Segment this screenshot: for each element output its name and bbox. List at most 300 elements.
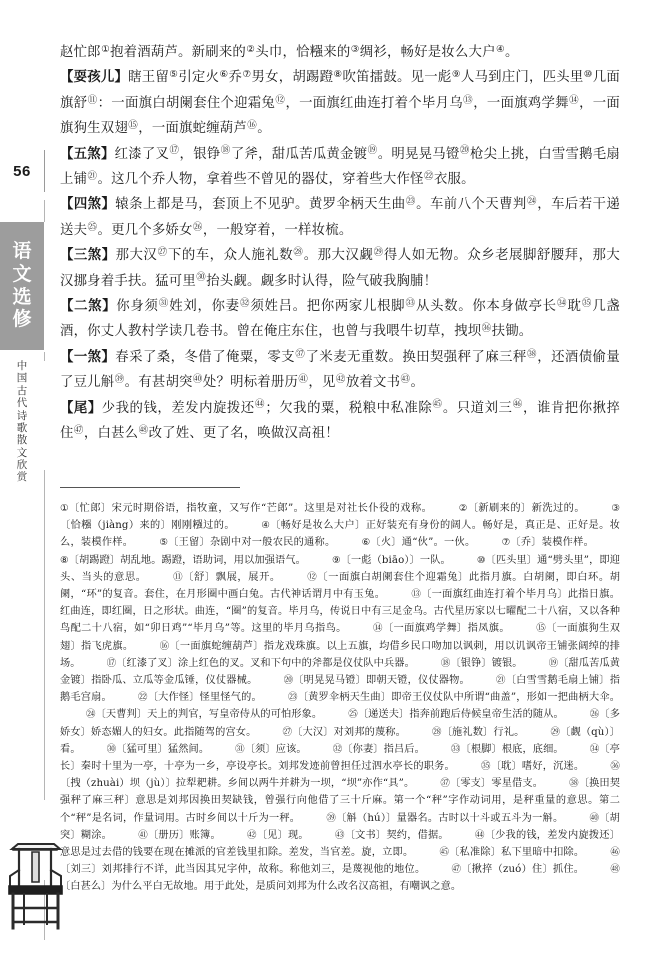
footnote-index: ㊹ [474,829,485,841]
footnote-marker: ㉖ [192,221,203,233]
footnote-headword: 〔胡踢蹬〕 [68,554,121,566]
footnote-gap [425,741,451,758]
verse-text: 那大汉$^㉗$下的车，众人施礼数$^㉘$。那大汉觑$^㉙$得人如无物。众乡老展脚舒腰拜，那大汉挪身着手扶。猛可里$^㉚$抬头觑。觑多时认得，险气破我胸脯！ [60,246,620,289]
verse-text: 红漆了叉⑰，银铮⑱了斧，甜瓜苦瓜黄金镀⑲。明晃晃马镫⑳枪尖上挑，白雪雪鹅毛扇上铺$^㉑$。这几个乔人物，拿着些不曾见的器仗，穿着些大作怪$^㉒$衣服。 [60,145,621,188]
verse-paragraph [60,192,620,243]
footnote-entry [326,813,563,824]
footnote-gloss: 看。 [60,743,81,755]
footnote-gloss: 意思是过去借的钱要在现在摊派的官差钱里扣除。差发，当官差。旋，立即。 [60,847,414,859]
footnote-entry [348,709,564,720]
footnote-headword: 〔递送夫〕 [357,709,410,721]
footnote-marker: ㊷ [335,374,346,386]
series-subtitle-char: 代 [16,397,28,410]
footnote-gloss: 抓住。 [552,864,585,876]
footnote-index: ㉗ [282,726,293,738]
footnote-entry [361,537,475,548]
footnote-headword: 〔白甚么〕 [60,881,112,893]
footnote-index: ㊳ [569,778,579,790]
footnote-marker: ⑳ [459,145,470,157]
footnote-headword: 〔一面旗白胡阑套住个迎霜兔〕 [317,571,469,583]
footnote-marker: ㉞ [557,297,568,309]
footnote-entry [283,675,469,686]
series-subtitle-char: 欣 [16,459,28,471]
footnote-gloss: 嗜好，沉迷。 [521,761,585,773]
footnote-headword: 〔亭长〕 [60,743,620,773]
footnote-index: ⑯ [159,640,170,652]
footnote-headword: 〔舒〕 [183,571,216,583]
left-margin-rail [0,0,52,960]
footnote-gap [147,569,173,586]
footnote-headword: 〔一面旗狗生双翅〕 [60,623,620,652]
footnote-headword: 〔见〕 [256,829,288,841]
footnote-headword: 〔须〕 [244,743,276,755]
footnote-marker: ㉓ [405,196,416,208]
footnote-headword: 〔明晃晃马镫〕 [293,675,367,687]
footnote-headword: 〔刘三〕 [60,864,102,876]
series-subtitle-char: 古 [16,384,28,397]
footnote-index: ⑰ [106,657,117,669]
footnote-index: ⑳ [283,675,294,687]
footnote-gap [564,741,590,758]
footnote-index: ㉒ [137,692,148,704]
footnote-marker: ㉟ [581,297,593,309]
footnote-headword: 〔施礼数〕 [441,726,494,738]
footnote-gap [406,724,432,741]
footnote-gap [564,706,590,723]
footnote-gloss: 零星借支。 [491,778,544,790]
footnote-headword: 〔恰糨（jiàng）来的〕 [60,520,172,532]
footnote-index: ㉞ [589,743,600,755]
footnote-gap [133,638,159,655]
rail-divider-top [44,150,45,192]
footnote-gap [306,552,332,569]
verse-text: 瞎王留⑤引定火⑥乔⑦男女，胡踢蹬⑧吹笛擂鼓。见一彪⑨人马到庄门，匹头里⑩几面旗舒⑪：一面旗白胡阑套住个迎霜兔⑫，一面旗红曲连打着个毕月乌⑬，一面旗鸡学舞⑭，一面旗狗生双翅⑮，一面旗蛇缠葫芦⑯。 [60,69,621,137]
qupai-label: 【五煞】 [60,145,115,162]
footnote-gap [523,655,549,672]
footnote-gap [425,861,451,878]
footnote-gap [307,741,333,758]
footnote-gap [415,655,441,672]
rail-line-upper [44,200,45,222]
footnote-entry [335,830,449,841]
footnote-marker: ⑱ [220,145,231,157]
footnote-index: ⑤ [159,537,169,549]
footnote-index: ⑭ [372,623,383,635]
footnote-headword: 〔私准除〕 [449,847,502,859]
footnote-marker: ㊵ [192,374,203,386]
footnote-marker: ③ [350,43,360,55]
footnote-headword: 〔甜瓜苦瓜黄金镀〕 [60,657,621,687]
footnote-gap [262,689,288,706]
footnote-gloss: 正好装充有身份的阔人。畅好是，真正是、正好是。妆么，装模作样。 [60,520,620,549]
verse-paragraph [60,65,620,141]
footnote-marker: ⑤ [169,69,179,81]
footnote-headword: 〔一面旗红曲连打着个毕月乌〕 [421,589,568,601]
footnote-gloss: 指卧瓜、立瓜等金瓜锤，仪仗器械。 [91,675,258,687]
footnote-gloss: 杂剧中对一般农民的通称。 [209,537,336,549]
footnote-entry [458,503,585,514]
footnote-index: ㉕ [348,709,358,721]
footnote-marker: ⑰ [169,145,180,157]
footnote-marker: ㉚ [196,272,206,284]
footnote-index: ㉑ [495,675,506,687]
footnote-index: ⑩ [476,554,486,566]
series-subtitle-char: 散 [16,434,28,447]
footnote-gap [209,741,235,758]
footnote-gap [510,620,536,637]
footnote-marker: ㉘ [293,246,304,258]
series-subtitle-char: 赏 [16,471,28,484]
footnote-marker: ㊶ [298,374,309,386]
qupai-label: 【一煞】 [60,348,116,365]
series-title-char: 选 [12,285,32,308]
footnote-gloss: 猛然间。 [167,743,210,755]
footnote-gap [112,689,138,706]
footnote-marker: ① [101,43,110,55]
footnote-gloss: 即帝王仪仗队中所谓“曲盖”，形如一把曲柄大伞。 [391,692,620,704]
page-number: 56 [13,163,31,180]
footnote-gap [594,534,620,551]
footnote-index: ⑮ [535,623,547,635]
footnote-gap [563,810,589,827]
footnote-headword: 〔白雪雪鹅毛扇上铺〕 [505,675,610,687]
footnote-headword: 〔银铮〕 [450,657,492,669]
footnote-gloss: 应该。 [275,743,307,755]
footnote-entry [439,847,584,858]
footnote-marker: ㉙ [373,246,384,258]
footnote-marker: ㊻ [512,399,523,411]
footnote-headword: 〔猛可里〕 [116,743,168,755]
footnote-index: ㊱ [610,761,620,773]
footnote-gap [585,500,611,517]
footnote-marker: ㊽ [138,424,149,436]
footnote-gloss: 根底，底细。 [501,743,564,755]
footnote-index: ㊵ [589,812,600,824]
footnote-gap [584,844,610,861]
footnote-headword: 〔一面旗鸡学舞〕 [382,623,468,635]
footnote-index: ㊷ [246,829,257,841]
footnote-marker: ㊺ [432,399,443,411]
footnote-headword: 〔文书〕 [344,829,387,841]
footnote-marker: ㉗ [157,246,168,258]
footnote-entry [288,692,620,703]
footnote-index: ㊸ [334,829,345,841]
footnote-gloss: 涂上红色的叉。叉和下句中的斧都是仪仗队中兵器。 [178,657,415,669]
footnote-headword: 〔少我的钱，差发内旋拨还〕 [484,829,620,841]
footnote-index: ㊽ [610,864,620,876]
footnote-headword: 〔拽（zhuài）坝（jù）〕 [60,778,176,790]
footnote-marker: ㉒ [423,170,434,182]
footnote-block [60,500,620,896]
footnote-gloss: 行礼。 [493,726,525,738]
footnote-gap [309,827,335,844]
footnote-marker: ⑲ [367,145,378,157]
rail-line-lower [44,352,45,361]
footnote-gloss: 宋元时期俗语，指牧童，又写作“芒郎”。这里是对社长仆役的戏称。 [111,503,433,514]
footnote-index: ㉙ [550,726,561,738]
footnote-headword: 〔觑（qù）〕 [560,726,621,738]
footnote-gloss: 此指月旗。白胡阑，即白环。胡阑，“环”的复音。套住，在月形圈中画白兔。古代神话谓月中有玉兔。 [60,571,620,601]
footnote-index: ⑧ [60,554,69,566]
footnote-marker: ㊴ [114,374,125,386]
footnote-headword: 〔红漆了叉〕 [116,657,179,669]
footnote-marker: ㉔ [527,196,537,208]
footnote-entry [432,727,524,738]
footnote-marker: ⑧ [333,69,343,81]
verse-text: 辕条上都是马，套顶上不见驴。黄罗伞柄天生曲$^㉓$。车前八个天曹判$^㉔$，车后若干递送夫$^㉕$。更几个多娇女$^㉖$，一般穿着，一样妆梳。 [60,196,620,238]
verse-paragraph [60,243,620,294]
footnote-gap [449,827,475,844]
footnote-headword: 〔多娇女〕 [60,709,621,738]
verse-paragraph [60,40,620,65]
footnote-index: ㊼ [451,864,462,876]
footnote-gap [257,672,283,689]
qupai-label: 【尾】 [60,399,102,416]
footnote-gap [221,827,247,844]
footnote-gloss: 通“伙”。一伙。 [401,537,476,549]
footnote-marker: ⑥ [219,69,229,81]
footnote-headword: 〔耽〕 [490,761,522,773]
footnote-headword: 〔胡突〕 [60,812,620,841]
footnote-index: ⑱ [440,657,451,669]
footnote-gap [584,861,610,878]
footnote-marker: ② [246,43,256,55]
series-subtitle-char: 中 [16,360,28,372]
footnote-entry [481,761,584,772]
footnote-entry [441,658,523,669]
footnote-index: ㊴ [326,812,337,824]
footnote-index: ㉛ [235,743,245,755]
footnote-gloss: 飘展，展开。 [215,571,281,583]
footnote-entry [138,830,221,841]
footnote-entry [107,744,210,755]
footnote-gloss: 指飞虎旗。 [80,640,134,652]
footnote-gap [81,741,107,758]
footnote-entry [159,537,335,548]
footnote-entry [373,623,510,634]
footnote-entry [332,555,451,566]
footnote-gloss: 对刘邦的蔑称。 [333,726,406,738]
footnote-gloss: 娇态媚人的妇女。此指随驾的宫女。 [91,726,257,738]
footnote-index: ㊲ [440,778,451,790]
footnote-gloss: 指龙戏珠旗。以上五旗，均借乡民口吻加以讽刺，用以讥讽帝王铺张阔绰的排场。 [60,640,620,669]
footnote-headword: 〔新刷来的〕 [467,503,532,514]
footnote-entry [173,572,281,583]
footnote-index: ⑪ [172,571,184,583]
footnote-gloss: 装模作样。 [541,537,595,549]
footnote-headword: 〔根脚〕 [460,743,502,755]
footnote-marker: ㊳ [527,348,537,360]
footnote-gap [413,844,439,861]
footnote-index: ⑲ [548,657,559,669]
footnote-index: ⑥ [361,537,371,549]
footnote-gloss: 指鹅毛宫扇。 [60,675,620,704]
footnote-gloss: 指吕后。 [383,743,425,755]
footnote-headword: 〔畅好是妆么大户〕 [270,520,366,532]
verse-text: 你身须$^㉛$姓刘，你妻$^㉜$须姓吕。把你两家儿根脚$^㉝$从头数。你本身做亭长$^㉞$耽$^㉟$几盏酒，你丈人教村学读几卷书。曾在俺庄东住，也曾与我喂牛切草，拽坝$^㊱$扶锄。 [60,297,621,340]
series-title-block [0,222,44,350]
footnote-entry [60,555,306,566]
footnote-headword: 〔零支〕 [450,778,492,790]
footnote-index: ⑫ [306,571,318,583]
footnote-index: ㉖ [589,709,600,721]
footnote-marker: ⑩ [583,69,593,81]
chair-illustration-icon [4,836,66,932]
footnote-gap [455,758,481,775]
verse-text: 春采了桑，冬借了俺粟，零支$^㊲$了米麦无重数。换田契强秤了麻三秤$^㊳$，还酒债偷量了豆儿斛$^㊴$。有甚胡突$^㊵$处？明标着册历$^㊶$，见$^㊷$放着文书$^㊸$。 [60,348,620,391]
footnote-headword: 〔忙郎〕 [69,503,112,514]
footnote-separator-rule [60,487,240,488]
verse-paragraph [60,294,620,345]
footnote-entry [86,709,322,720]
verse-paragraph [60,396,620,447]
footnote-entry [235,744,307,755]
series-subtitle-char: 文 [16,446,28,459]
footnote-marker: ㊸ [400,374,411,386]
footnote-gloss: 量器名。古时以十斗或五斗为一斛。 [396,812,564,824]
footnote-entry [247,830,309,841]
footnote-gap [475,534,501,551]
footnote-entry [107,658,415,669]
footnote-marker: ㊲ [295,348,306,360]
footnote-entry [451,744,564,755]
footnote-headword: 〔斛（hú）〕 [336,812,397,824]
footnote-gloss: 胡乱地。踢蹬，语助词，用以加强语气。 [120,554,306,566]
footnote-gloss: 怪里怪气的。 [199,692,262,704]
footnote-gloss: 意思是刘邦因换田契缺钱，曾强行向他借了三十斤麻。第一个“秤”字作动词用，是秤重量的意思。第二个“秤”是名词，作量词用。古时乡间以十斤为一秤。 [60,795,620,824]
footnote-entry [451,864,584,875]
footnote-gloss: 糊涂。 [80,829,113,841]
series-subtitle-block [0,360,44,484]
footnote-marker: ㊼ [73,424,84,436]
footnote-marker: ⑨ [451,69,461,81]
footnote-marker: ⑫ [275,94,286,106]
footnote-headword: 〔大作怪〕 [147,692,200,704]
footnote-marker: ㉜ [239,297,251,309]
footnote-index: ② [458,503,468,514]
footnote-index: ㉚ [106,743,117,755]
footnote-marker: ⑬ [463,94,473,106]
rail-line-tail [44,470,45,800]
footnote-entry [282,727,405,738]
series-subtitle-char: 国 [16,372,28,385]
footnote-gap [543,775,569,792]
qupai-label: 【耍孩儿】 [60,69,129,86]
footnote-gloss: 秦时十里为一亭，十亭为一乡，亭设亭长。刘邦发迹前曾担任过泗水亭长的职务。 [80,761,455,773]
series-title-char: 文 [12,262,32,285]
footnote-marker: ㉕ [87,221,98,233]
footnote-gap [385,586,411,603]
footnote-marker: ㉛ [158,297,169,309]
footnote-gap [432,500,458,517]
footnote-marker: ⑯ [247,119,257,131]
series-title-char: 语 [12,239,32,262]
footnote-marker: ⑦ [242,69,252,81]
footnote-marker: ㊹ [255,399,266,411]
footnote-entry [440,778,543,789]
footnote-gloss: 天上的判官，写皇帝侍从的可怕形象。 [147,709,323,721]
qupai-label: 【二煞】 [60,298,117,315]
footnote-gloss: 现。 [287,829,309,841]
footnote-gloss: 拉犁耙耕。乡间以两牛并耕为一坝，“坝”亦作“具”。 [175,778,415,790]
footnote-marker: ㉝ [405,297,416,309]
verse-column [60,40,620,447]
footnote-gap [300,810,326,827]
footnote-marker: ④ [495,43,505,55]
footnote-index: ⑬ [411,589,422,601]
footnote-entry [60,503,432,514]
footnote-index: ㉘ [431,726,442,738]
footnote-headword: 〔大汉〕 [292,726,334,738]
footnote-gloss: 指凤旗。 [467,623,510,635]
footnote-gap [414,775,440,792]
footnote-entry [138,692,262,703]
footnote-gloss: 即朝天镫，仪仗器物。 [366,675,470,687]
footnote-marker: ㊱ [481,323,492,335]
footnote-index: ㊻ [610,847,620,859]
footnote-gap [322,706,348,723]
series-subtitle-char: 歌 [16,421,28,434]
footnote-headword: 〔匹头里〕 [485,554,538,566]
footnote-gap [335,534,361,551]
footnote-headword: 〔一面旗蛇缠葫芦〕 [169,640,264,652]
verse-text: 少我的钱，差发内旋拨还$^㊹$；欠我的粟，税粮中私准除$^㊺$。只道刘三$^㊻$，谁肯把你揪捽住$^㊼$，白甚么$^㊽$改了姓、更了名，唤做汉高祖！ [60,399,621,442]
footnote-index: ㊶ [138,829,148,841]
footnote-index: ③ [611,503,621,514]
series-title-char: 修 [12,308,32,331]
footnote-gloss: 指奔前跑后侍候皇帝生活的随从。 [409,709,564,721]
footnote-headword: 〔黄罗伞柄天生曲〕 [297,692,392,704]
footnote-headword: 〔火〕 [370,537,402,549]
footnote-gloss: 通“劈头里”，即迎头、当头的意思。 [60,554,620,583]
footnote-headword: 〔乔〕 [510,537,542,549]
footnote-headword: 〔一彪（biāo）〕 [340,554,420,566]
footnote-entry [501,537,594,548]
footnote-headword: 〔揪捽（zuó）住〕 [461,864,553,876]
footnote-gap [112,827,138,844]
footnote-index: ① [60,503,69,514]
footnote-gap [584,758,610,775]
footnote-index: ㉟ [480,761,491,773]
footnote-gloss: 为什么平白无故地。用于此处，是质问刘邦为什么改名汉高祖，有嘲讽之意。 [111,881,462,893]
footnote-index: ㉜ [332,743,343,755]
footnote-gloss: 此指日旗。红曲连，即红圈，日之形状。曲连，“圈”的复音。毕月乌，传说日中有三足金乌。古代星历家以七曜配二十八宿，又以各种鸟配二十八宿，如“卯日鸡”“毕月乌”等。这里的毕月乌指鸟。 [60,589,621,635]
footnote-gap [60,706,86,723]
footnote-gloss: 私下里暗中扣除。 [501,847,585,859]
footnote-gap [133,534,159,551]
footnote-gap [470,672,496,689]
qupai-label: 【三煞】 [60,247,116,264]
footnote-headword: 〔王留〕 [168,537,210,549]
footnote-gap [256,724,282,741]
footnote-marker: ⑮ [128,119,138,131]
footnote-headword: 〔换田契强秤了麻三秤〕 [60,778,621,807]
footnote-gap [235,517,261,534]
footnote-gap [451,552,477,569]
footnote-gloss: 刚刚糨过的。 [171,520,235,532]
footnote-gloss: 账簿。 [189,829,221,841]
footnote-headword: 〔册历〕 [147,829,190,841]
footnote-gloss: 刘邦排行不详，此当因其兄字仲，故称。称他刘三，是蔑视他的地位。 [101,864,426,876]
verse-paragraph [60,345,620,396]
footnote-headword: 〔天曹判〕 [95,709,148,721]
footnote-index: ㊺ [439,847,450,859]
footnote-entry [333,744,425,755]
footnote-index: ⑨ [331,554,341,566]
footnote-marker: ⑪ [87,94,98,106]
footnote-marker: ㉑ [87,170,98,182]
verse-text: 赵忙郎①抱着酒葫芦。新刷来的②头巾，恰糨来的③绸衫，畅好是妆么大户④。 [60,43,519,60]
